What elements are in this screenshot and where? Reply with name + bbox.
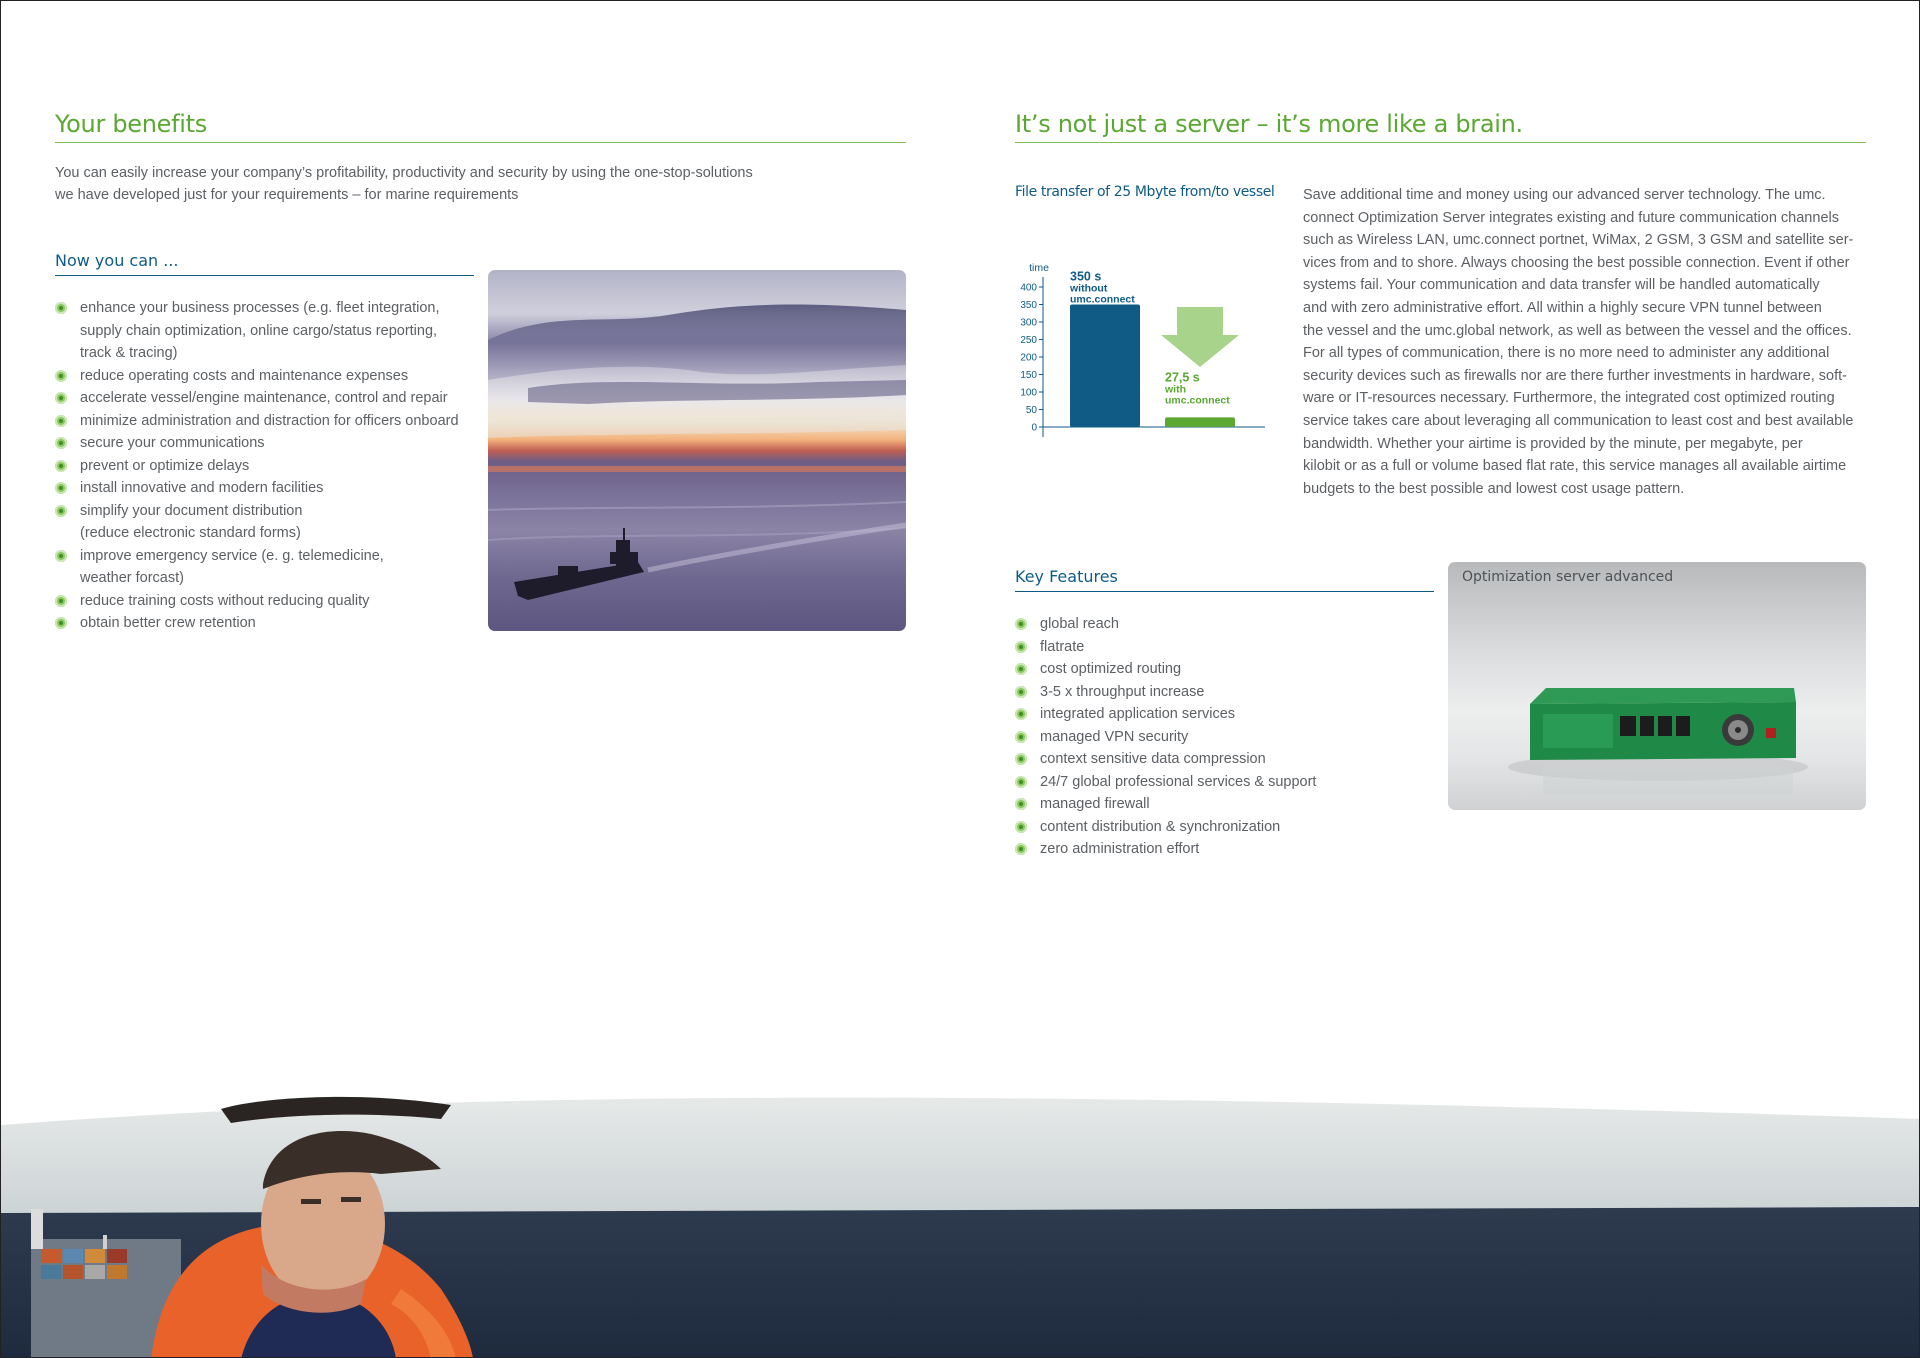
- benefits-intro: [55, 162, 855, 206]
- benefit-text-line: reduce training costs without reducing quality: [80, 592, 370, 609]
- data-label-line2: umc.connect: [1165, 394, 1230, 407]
- feature-text: integrated application services: [1040, 706, 1236, 722]
- benefits-list: [55, 297, 485, 635]
- y-tick-label: 250: [1020, 335, 1037, 346]
- feature-item: [1015, 658, 1435, 681]
- benefit-item: [55, 297, 485, 365]
- feature-item: [1015, 613, 1435, 636]
- benefit-text-line: accelerate vessel/engine maintenance, control and repair: [80, 390, 448, 406]
- bullet-icon: [55, 482, 67, 494]
- benefit-text-line: (reduce electronic standard forms): [80, 525, 301, 541]
- server-device-illustration: [1448, 562, 1866, 810]
- feature-item: [1015, 748, 1435, 771]
- y-tick-label: 300: [1020, 317, 1037, 329]
- feature-text: global reach: [1040, 616, 1119, 632]
- server-photo-caption: Optimization server advanced: [1462, 569, 1674, 585]
- y-tick-label: 350: [1020, 300, 1037, 311]
- benefit-text-line: obtain better crew retention: [80, 615, 256, 631]
- bullet-icon: [55, 617, 67, 629]
- bar-without-umc-connect: [1070, 305, 1140, 428]
- key-features-header: [1015, 567, 1434, 592]
- file-transfer-chart: [1015, 255, 1275, 445]
- bar-chart-svg: [1015, 255, 1275, 445]
- feature-text: 3-5 x throughput increase: [1040, 683, 1205, 700]
- bullet-icon: [1015, 821, 1027, 833]
- benefit-text-line: improve emergency service (e. g. telemedicine,: [80, 547, 384, 564]
- benefit-text-line: prevent or optimize delays: [80, 457, 250, 474]
- benefits-header: [55, 110, 906, 143]
- bullet-icon: [1015, 663, 1027, 675]
- brain-title: It’s not just a server – it’s more like a brain.: [1015, 110, 1866, 143]
- feature-text: zero administration effort: [1040, 841, 1200, 857]
- feature-item: [1015, 838, 1435, 861]
- benefit-item: [55, 365, 485, 388]
- body-paragraph: [1303, 184, 1883, 500]
- feature-text: content distribution & synchronization: [1040, 818, 1281, 835]
- bullet-icon: [55, 595, 67, 607]
- sea-horizon-illustration: [1, 1089, 1920, 1358]
- benefits-list-container: [55, 297, 485, 635]
- y-axis-label: time: [1029, 262, 1049, 274]
- benefit-item: [55, 455, 485, 478]
- sunset-ship-photo: [488, 270, 906, 631]
- benefit-text-line: reduce operating costs and maintenance expenses: [80, 367, 409, 384]
- data-label-value: 27,5 s: [1165, 370, 1200, 385]
- benefit-text-line: install innovative and modern facilities: [80, 480, 324, 496]
- bullet-icon: [55, 302, 67, 314]
- y-tick-label: 200: [1020, 352, 1037, 364]
- bullet-icon: [1015, 641, 1027, 653]
- bullet-icon: [55, 392, 67, 404]
- benefit-text-line: secure your communications: [80, 435, 265, 451]
- bullet-icon: [55, 550, 67, 562]
- data-label-line2: umc.connect: [1070, 293, 1135, 306]
- bullet-icon: [55, 460, 67, 472]
- bullet-icon: [55, 370, 67, 382]
- bullet-icon: [1015, 708, 1027, 720]
- feature-item: [1015, 681, 1435, 704]
- benefit-item: [55, 612, 485, 635]
- benefit-text-line: weather forcast): [80, 570, 184, 586]
- body-line: vices from and to shore. Always choosing the best possible connection. Event if other: [1303, 254, 1850, 271]
- chart-title: File transfer of 25 Mbyte from/to vessel: [1015, 184, 1275, 200]
- chart-title-container: [1015, 184, 1305, 200]
- feature-text: managed firewall: [1040, 796, 1150, 812]
- body-line: bandwidth. Whether your airtime is provided by the minute, per megabyte, per: [1303, 435, 1803, 452]
- benefit-item: [55, 477, 485, 500]
- benefit-text-line: simplify your document distribution: [80, 502, 303, 519]
- body-line: systems fail. Your communication and data transfer will be handled automatically: [1303, 277, 1820, 294]
- body-line: budgets to the best possible and lowest cost usage pattern.: [1303, 480, 1685, 497]
- feature-text: cost optimized routing: [1040, 661, 1182, 677]
- feature-text: context sensitive data compression: [1040, 751, 1266, 767]
- feature-item: [1015, 816, 1435, 839]
- bullet-icon: [1015, 686, 1027, 698]
- y-tick-label: 50: [1025, 405, 1037, 416]
- feature-item: [1015, 703, 1435, 726]
- bullet-icon: [1015, 618, 1027, 630]
- benefit-item: [55, 387, 485, 410]
- bottom-photo-band: [1, 1089, 1920, 1358]
- feature-item: [1015, 636, 1435, 659]
- now-you-can-heading: Now you can ...: [55, 251, 474, 276]
- benefit-item: [55, 500, 485, 545]
- key-features-heading: Key Features: [1015, 567, 1434, 592]
- y-tick-label: 400: [1020, 282, 1037, 294]
- y-tick-label: 100: [1020, 387, 1037, 399]
- benefit-text-line: enhance your business processes (e.g. fleet integration,: [80, 300, 440, 316]
- intro-line-2: we have developed just for your requirements – for marine requirements: [55, 187, 519, 203]
- benefit-item: [55, 590, 485, 613]
- body-copy: [1303, 184, 1883, 500]
- y-tick-label: 0: [1031, 422, 1037, 434]
- data-label-line1: with: [1165, 383, 1186, 396]
- features-list-container: [1015, 613, 1435, 861]
- feature-item: [1015, 793, 1435, 816]
- data-label-value: 350 s: [1070, 269, 1102, 284]
- bullet-icon: [55, 415, 67, 427]
- bullet-icon: [1015, 731, 1027, 743]
- body-line: Save additional time and money using our advanced server technology. The umc.: [1303, 187, 1826, 203]
- bullet-icon: [55, 437, 67, 449]
- features-list: [1015, 613, 1435, 861]
- body-line: kilobit or as a full or volume based flat rate, this service manages all available airtime: [1303, 458, 1847, 475]
- intro-line-1: You can easily increase your company’s profitability, productivity and security by using the one-stop-solutions: [55, 165, 753, 181]
- body-line: security devices such as firewalls nor are there further investments in hardware, soft-: [1303, 367, 1847, 384]
- now-you-can-header: [55, 251, 474, 276]
- body-line: connect Optimization Server integrates existing and future communication channels: [1303, 209, 1839, 226]
- sunset-ship-illustration: [488, 270, 906, 631]
- brain-header: [1015, 110, 1866, 143]
- body-line: the vessel and the umc.global network, as well as between the vessel and the offices.: [1303, 322, 1852, 339]
- bullet-icon: [1015, 753, 1027, 765]
- body-line: service takes care about leveraging all communication to least cost and best available: [1303, 412, 1854, 429]
- bullet-icon: [1015, 776, 1027, 788]
- benefit-item: [55, 545, 485, 590]
- body-line: and with zero administrative effort. All within a highly secure VPN tunnel between: [1303, 299, 1822, 316]
- benefit-text-line: minimize administration and distraction for officers onboard: [80, 412, 459, 429]
- body-line: ware or IT-resources necessary. Furthermore, the integrated cost optimized routing: [1303, 390, 1835, 407]
- server-photo: [1448, 562, 1866, 810]
- bullet-icon: [1015, 798, 1027, 810]
- feature-text: flatrate: [1040, 638, 1085, 655]
- bar-with-umc-connect: [1165, 417, 1235, 427]
- bullet-icon: [55, 505, 67, 517]
- body-line: such as Wireless LAN, umc.connect portnet, WiMax, 2 GSM, 3 GSM and satellite ser-: [1303, 232, 1854, 249]
- data-label-line1: without: [1070, 282, 1108, 295]
- bullet-icon: [1015, 843, 1027, 855]
- feature-text: 24/7 global professional services & support: [1040, 773, 1317, 790]
- benefit-text-line: track & tracing): [80, 345, 178, 361]
- body-line: For all types of communication, there is no more need to administer any additional: [1303, 345, 1830, 362]
- feature-item: [1015, 771, 1435, 794]
- feature-item: [1015, 726, 1435, 749]
- feature-text: managed VPN security: [1040, 728, 1189, 745]
- benefit-item: [55, 410, 485, 433]
- down-arrow-icon: [1161, 307, 1239, 367]
- benefit-item: [55, 432, 485, 455]
- benefits-title: Your benefits: [55, 110, 906, 143]
- y-tick-label: 150: [1020, 370, 1037, 381]
- benefit-text-line: supply chain optimization, online cargo/status reporting,: [80, 322, 438, 339]
